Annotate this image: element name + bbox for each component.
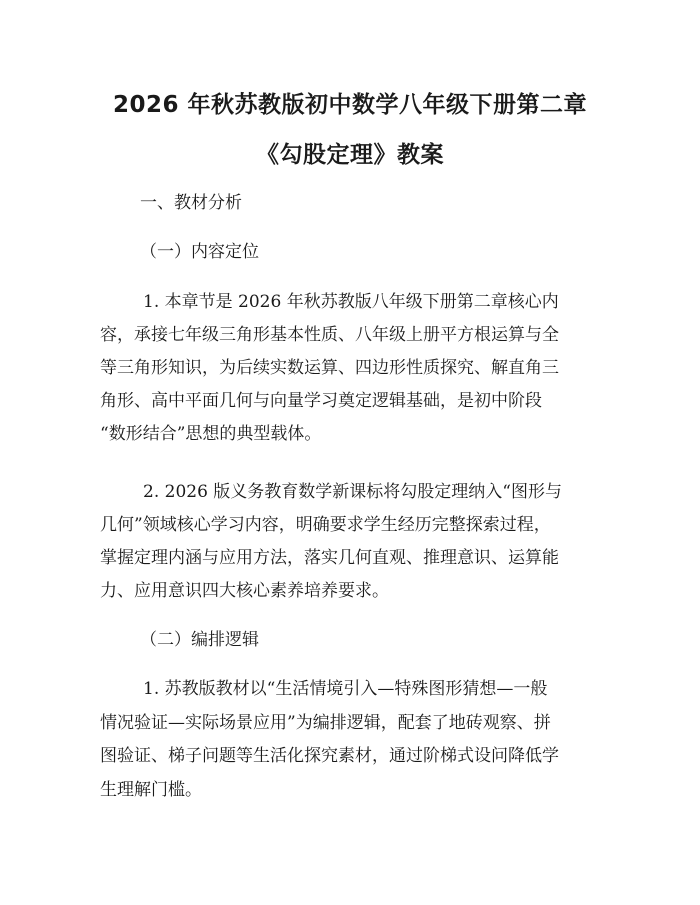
section-heading-teaching-material-analysis: 一、教材分析 — [140, 193, 242, 213]
paragraph-line: 2. 2026 版义务教育数学新课标将勾股定理纳入“图形与 — [143, 482, 562, 502]
paragraph-line: 1. 苏教版教材以“生活情境引入—特殊图形猜想—一般 — [143, 679, 548, 699]
paragraph-line: 情况验证—实际场景应用”为编排逻辑，配套了地砖观察、拼 — [100, 713, 551, 733]
paragraph-line: 1. 本章节是 2026 年秋苏教版八年级下册第二章核心内 — [143, 292, 559, 312]
paragraph-line: 生理解门槛。 — [100, 780, 202, 800]
paragraph-line: 力、应用意识四大核心素养培养要求。 — [100, 581, 389, 601]
paragraph-line: 掌握定理内涵与应用方法，落实几何直观、推理意识、运算能 — [100, 548, 559, 568]
document-title-line-2: 《勾股定理》教案 — [256, 142, 444, 168]
paragraph-line: 等三角形知识，为后续实数运算、四边形性质探究、解直角三 — [100, 358, 559, 378]
paragraph-line: “数形结合”思想的典型载体。 — [100, 424, 322, 444]
paragraph-line: 图验证、梯子问题等生活化探究素材，通过阶梯式设问降低学 — [100, 746, 559, 766]
document-title-line-1: 2026 年秋苏教版初中数学八年级下册第二章 — [112, 92, 588, 118]
subsection-heading-arrangement-logic: （二）编排逻辑 — [140, 630, 259, 650]
paragraph-line: 角形、高中平面几何与向量学习奠定逻辑基础，是初中阶段 — [100, 391, 542, 411]
subsection-heading-content-positioning: （一）内容定位 — [140, 242, 259, 262]
paragraph-line: 几何”领域核心学习内容，明确要求学生经历完整探索过程， — [100, 515, 551, 535]
paragraph-line: 容，承接七年级三角形基本性质、八年级上册平方根运算与全 — [100, 325, 559, 345]
